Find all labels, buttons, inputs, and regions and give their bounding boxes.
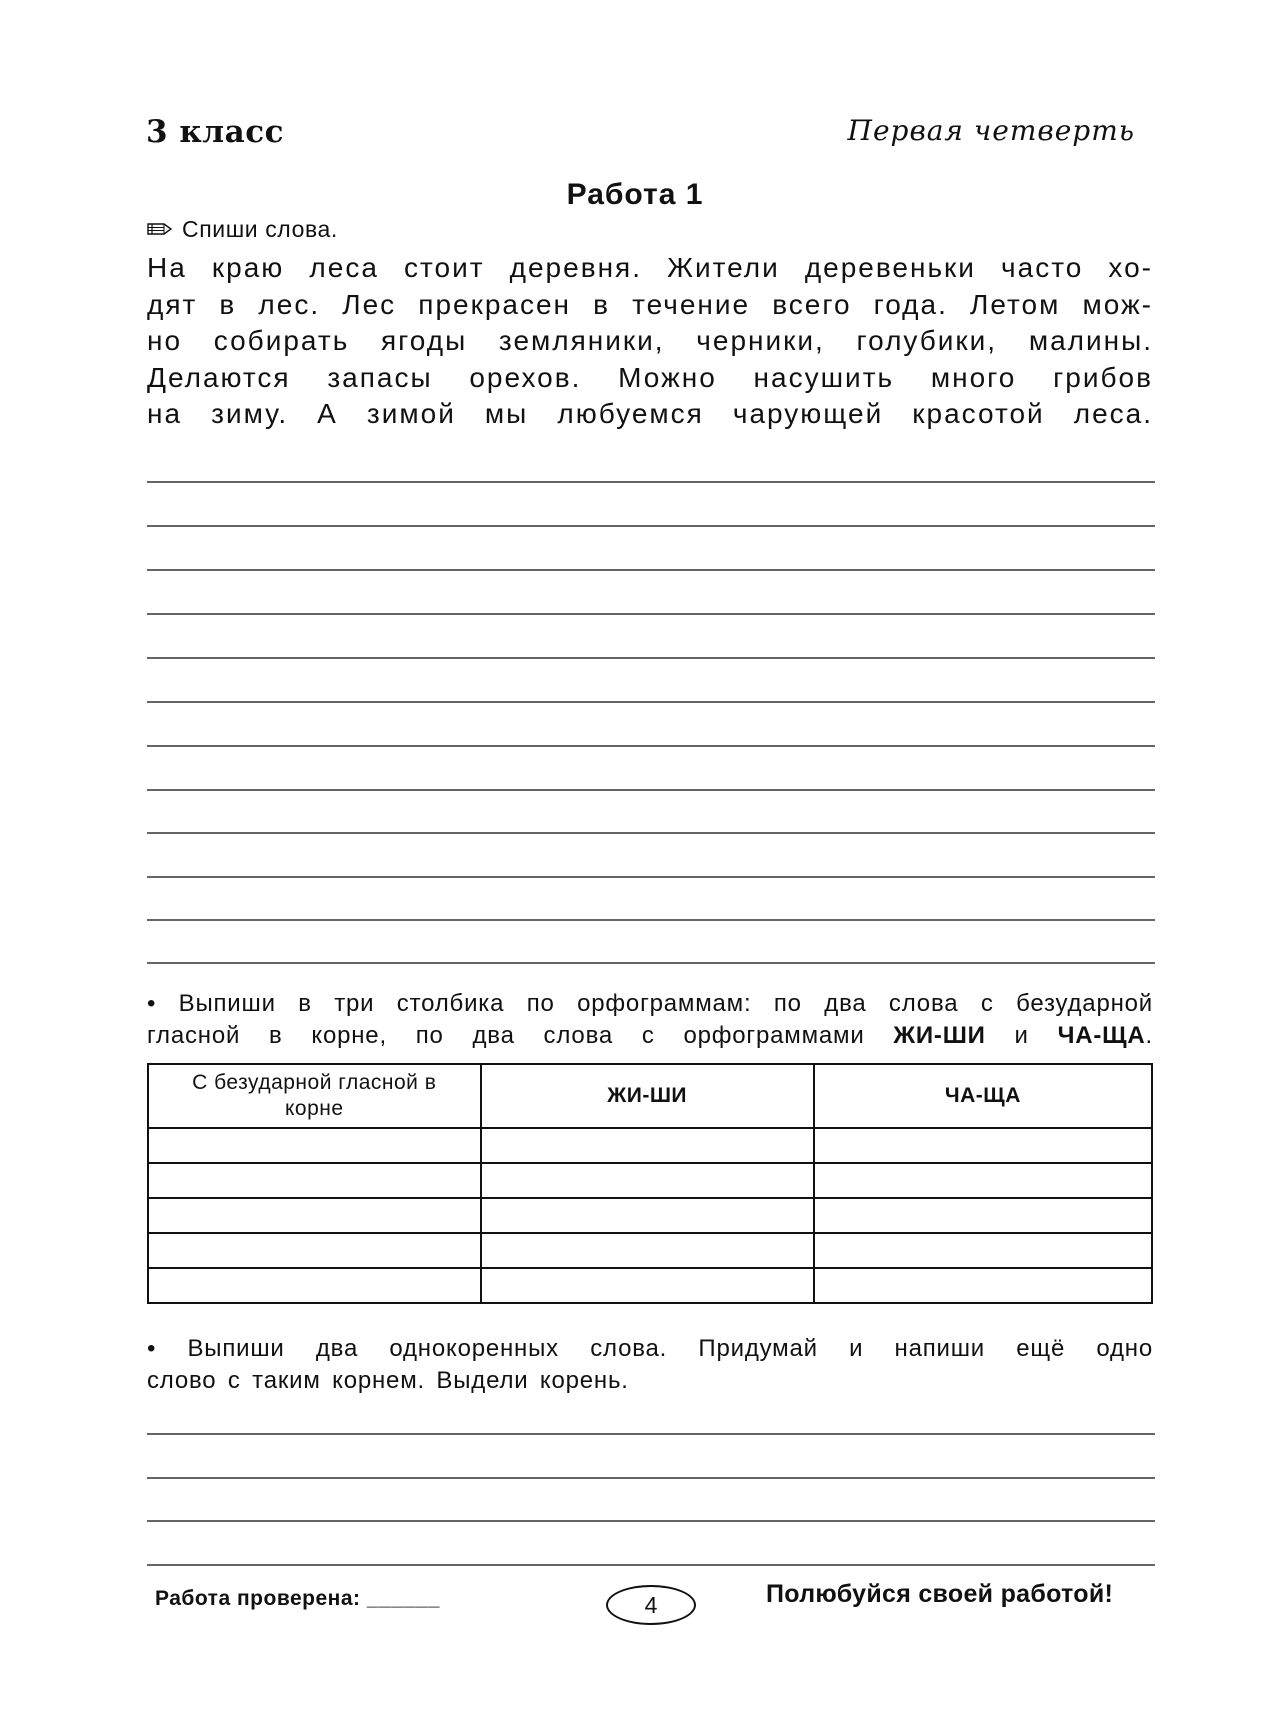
grade-label: 3 класс (146, 114, 284, 150)
writing-line[interactable] (147, 569, 1155, 571)
writing-line[interactable] (147, 1477, 1155, 1479)
table-cell[interactable] (148, 1233, 481, 1268)
writing-line[interactable] (147, 525, 1155, 527)
writing-line[interactable] (147, 876, 1155, 878)
table-cell[interactable] (814, 1128, 1152, 1163)
writing-line[interactable] (147, 832, 1155, 834)
bullet: • (147, 1335, 157, 1362)
term-cha-scha: ЧА-ЩА (1057, 1022, 1146, 1049)
exercise3-instruction (147, 1333, 1153, 1397)
bullet: • (147, 990, 157, 1017)
writing-line[interactable] (147, 481, 1155, 483)
table-row (148, 1233, 1152, 1268)
table-cell[interactable] (814, 1233, 1152, 1268)
copy-text-line: дят в лес. Лес прекрасен в течение всего года. Летом мож- (147, 288, 1153, 320)
exercise3-line2: слово с таким корнем. Выдели корень. (147, 1367, 629, 1394)
table-cell[interactable] (148, 1198, 481, 1233)
writing-line[interactable] (147, 1520, 1155, 1522)
table-row (148, 1163, 1152, 1198)
page-number (606, 1585, 696, 1625)
motto: Полюбуйся своей работой! (766, 1580, 1114, 1608)
copy-text-line: на зиму. А зимой мы любуемся чарующей красотой леса. (147, 398, 1153, 430)
header-unstressed-vowel: С безударной гласной в корне (148, 1064, 481, 1128)
work-title: Работа 1 (566, 178, 704, 211)
exercise2-text: гласной в корне, по два слова с орфограммами (147, 1022, 865, 1049)
writing-line[interactable] (147, 919, 1155, 921)
table-cell[interactable] (148, 1268, 481, 1303)
table-row (148, 1128, 1152, 1163)
table-cell[interactable] (481, 1198, 814, 1233)
header-cha-scha: ЧА-ЩА (814, 1064, 1152, 1128)
table-row (148, 1268, 1152, 1303)
exercise2-text: Выпиши в три столбика по орфограммам: по два слова с безударной (178, 990, 1154, 1017)
exercise3-line1 (147, 1333, 1153, 1365)
quarter-label: Первая четверть (847, 114, 1135, 147)
term-zhi-shi: ЖИ-ШИ (893, 1022, 986, 1049)
header-zhi-shi: ЖИ-ШИ (481, 1064, 814, 1128)
instruction-text: Спиши слова. (182, 216, 338, 242)
writing-line[interactable] (147, 789, 1155, 791)
table-header-row (148, 1064, 1152, 1128)
table-cell[interactable] (148, 1128, 481, 1163)
writing-line[interactable] (147, 701, 1155, 703)
writing-line[interactable] (147, 1433, 1155, 1435)
conjunction: и (1014, 1022, 1029, 1049)
exercise2-instruction (147, 988, 1153, 1052)
copy-text-line: Делаются запасы орехов. Можно насушить много грибов (147, 361, 1153, 393)
spelling-table (147, 1063, 1153, 1304)
table-cell[interactable] (814, 1163, 1152, 1198)
exercise2-line1 (147, 988, 1153, 1020)
writing-line[interactable] (147, 657, 1155, 659)
writing-line[interactable] (147, 613, 1155, 615)
writing-line[interactable] (147, 962, 1155, 964)
writing-line[interactable] (147, 1564, 1155, 1566)
period: . (1145, 1022, 1154, 1049)
exercise1-instruction (146, 216, 338, 243)
table-cell[interactable] (481, 1233, 814, 1268)
copy-text-line: На краю леса стоит деревня. Жители деревеньки часто хо- (147, 252, 1153, 283)
writing-line[interactable] (147, 745, 1155, 747)
table-cell[interactable] (481, 1128, 814, 1163)
exercise2-line2 (147, 1020, 1153, 1052)
copy-text-line: но собирать ягоды земляники, черники, голубики, малины. (147, 325, 1153, 357)
table-cell[interactable] (814, 1198, 1152, 1233)
table-cell[interactable] (814, 1268, 1152, 1303)
pencil-icon (146, 216, 172, 243)
table-row (148, 1198, 1152, 1233)
exercise3-text: Выпиши два однокоренных слова. Придумай и напиши ещё одно (187, 1335, 1154, 1362)
table-cell[interactable] (481, 1163, 814, 1198)
table-cell[interactable] (481, 1268, 814, 1303)
table-cell[interactable] (148, 1163, 481, 1198)
copy-text (147, 250, 1153, 433)
checked-label: Работа проверена: ______ (155, 1587, 440, 1610)
page-number-text: 4 (644, 1591, 658, 1618)
